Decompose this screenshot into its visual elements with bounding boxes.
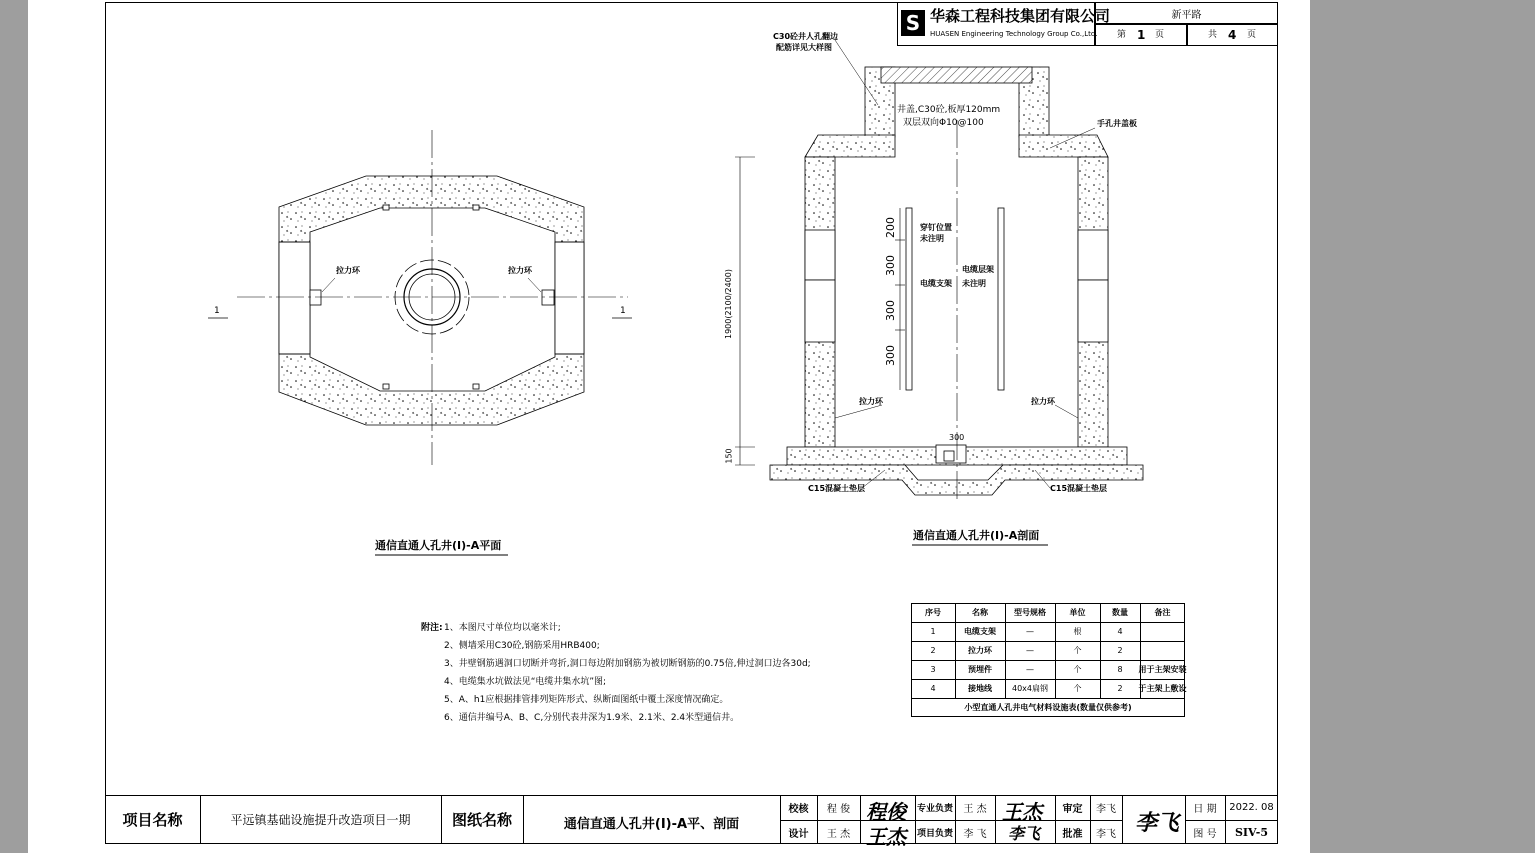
date-value: 2022. 08: [1229, 802, 1274, 813]
project-name: 平远镇基础设施提升改造项目一期: [230, 813, 411, 827]
cover-note-2: 双层双向Φ10@100: [903, 118, 984, 128]
drawing-label: 图纸名称: [451, 811, 512, 829]
drawing-name: 通信直通人孔井(Ⅰ)-A平、剖面: [563, 817, 740, 832]
total-unit: 页: [1247, 30, 1257, 40]
plan-wall-opening-left: [279, 242, 310, 354]
section-ring-right: 拉力环: [1031, 397, 1055, 406]
nail-note-2: 未注明: [920, 234, 944, 243]
plan-ring-label-right: 拉力环: [508, 266, 532, 275]
plan-view: [208, 130, 632, 555]
pad-label-right: C15混凝土垫层: [1050, 484, 1108, 493]
plan-wall-opening-right: [555, 242, 584, 354]
table-cell: 1: [930, 627, 936, 636]
page-unit: 页: [1155, 30, 1165, 40]
bracket-left: [906, 208, 912, 390]
table-cell: 8: [1117, 665, 1123, 674]
note-line: 6、通信井编号A、B、C,分别代表井深为1.9米、2.1米、2.4米型通信井。: [444, 713, 740, 723]
note-line: 5、A、h1应根据排管排列矩阵形式、纵断面图纸中覆土深度情况确定。: [444, 695, 729, 705]
manhole-note-2: 配筋详见大样图: [776, 43, 832, 52]
project-lead-name: 李 飞: [963, 828, 987, 840]
total-prefix: 共: [1208, 30, 1218, 40]
plan-ring-label-left: 拉力环: [336, 266, 360, 275]
table-cell: 40x4扁钢: [1011, 684, 1048, 693]
bracket-right: [998, 208, 1004, 390]
hand-cover-label: 手孔井盖板: [1097, 119, 1137, 128]
plan-ring-left: [310, 290, 321, 305]
table-header-cell: 数量: [1112, 608, 1128, 617]
section-view: [735, 40, 1143, 545]
nail-note-1: 穿钉位置: [920, 223, 952, 232]
cable-layer-2: 未注明: [962, 279, 986, 288]
note-line: 1、本图尺寸单位均以毫米计;: [444, 623, 561, 633]
plan-section-mark-right: 1: [620, 306, 626, 316]
dim-v-1: 200: [884, 217, 897, 238]
table-header-cell: 型号规格: [1014, 608, 1046, 617]
section-cover: [881, 67, 1032, 83]
dim-height: 1900(2100/2400): [724, 268, 734, 340]
plan-outer-wall: [279, 176, 584, 425]
table-cell: 于主架上敷设: [1138, 684, 1187, 693]
dim-sump: 300: [949, 433, 965, 442]
specialty-signature: 王杰: [1002, 800, 1042, 824]
table-cell: 2: [1117, 646, 1123, 655]
table-cell: 个: [1073, 646, 1082, 655]
dim-v-2: 300: [884, 255, 897, 276]
project-lead-signature: 李飞: [1008, 824, 1041, 843]
table-cell: 电缆支架: [964, 627, 996, 636]
section-ring-left: 拉力环: [859, 397, 883, 406]
table-cell: [1140, 641, 1185, 660]
table-cell: 根: [1073, 627, 1082, 636]
project-label: 项目名称: [122, 811, 183, 829]
table-cell: 3: [930, 665, 936, 674]
section-slab-left: [805, 135, 895, 157]
checker-label: 校核: [788, 804, 809, 815]
cable-bracket-label: 电缆支架: [920, 279, 952, 288]
section-slab-right: [1019, 135, 1108, 157]
note-line: 2、侧墙采用C30砼,钢筋采用HRB400;: [444, 641, 600, 651]
note-line: 4、电缆集水坑做法见“电缆井集水坑”图;: [444, 677, 607, 687]
table-header-cell: 名称: [972, 608, 988, 617]
dim-v-4: 300: [884, 345, 897, 366]
table-header-cell: 备注: [1154, 608, 1171, 617]
date-label: 日 期: [1193, 804, 1217, 815]
table-caption: 小型直通人孔井电气材料设施表(数量仅供参考): [964, 703, 1132, 712]
plan-ring-right: [542, 290, 554, 305]
cover-note-1: 井盖,C30砼,板厚120mm: [897, 105, 1001, 115]
specialty-name: 王 杰: [963, 804, 987, 815]
page-number: 1: [1137, 28, 1146, 42]
section-title: 通信直通人孔井(Ⅰ)-A剖面: [913, 529, 1040, 542]
dim-base: 150: [724, 448, 734, 464]
specialty-label: 专业负责: [916, 804, 953, 814]
table-cell: —: [1026, 646, 1034, 655]
drawing-no-label: 图 号: [1193, 828, 1217, 840]
table-cell: 2: [930, 646, 936, 655]
table-cell: 4: [930, 684, 936, 693]
company-name: 华森工程科技集团有限公司: [930, 7, 1111, 25]
pad-label-left: C15混凝土垫层: [808, 484, 866, 493]
table-header-cell: 单位: [1069, 608, 1086, 617]
project-lead-label: 项目负责: [916, 828, 953, 839]
drawing-no: SIV-5: [1234, 825, 1269, 839]
table-cell: 2: [1117, 684, 1123, 693]
page-prefix: 第: [1117, 30, 1127, 40]
table-cell: 接地线: [968, 684, 992, 693]
dim-v-3: 300: [884, 300, 897, 321]
plan-title: 通信直通人孔井(Ⅰ)-A平面: [375, 539, 502, 552]
designer-signature: 王杰: [866, 825, 906, 849]
review-label: 审定: [1062, 804, 1083, 815]
approve-label: 批准: [1062, 828, 1083, 840]
S-logo-icon: S: [901, 10, 925, 36]
company-name-en: HUASEN Engineering Technology Group Co.,Ltd.: [930, 30, 1098, 38]
notes-prefix: 附注:: [421, 623, 443, 633]
road-name: 新平路: [1171, 9, 1202, 21]
approver-name: 李飞: [1096, 828, 1116, 840]
table-cell: 拉力环: [968, 646, 992, 655]
reviewer-name: 李飞: [1096, 804, 1116, 815]
manhole-note-1: C30砼井人孔翻边: [773, 32, 839, 41]
table-cell: —: [1026, 665, 1034, 674]
table-cell: 4: [1117, 627, 1123, 636]
checker-name: 程 俊: [826, 804, 851, 815]
total-pages: 4: [1228, 28, 1237, 42]
table-cell: 用于主架安装: [1138, 665, 1187, 674]
checker-signature: 程俊: [866, 800, 906, 824]
approver-signature: 李飞: [1135, 810, 1180, 836]
note-line: 3、井壁钢筋遇洞口切断并弯折,洞口每边附加钢筋为被切断钢筋的0.75倍,伸过洞口边各30d;: [444, 659, 811, 669]
table-cell: [1140, 622, 1185, 641]
designer-name: 王 杰: [826, 828, 851, 840]
designer-label: 设计: [788, 828, 809, 840]
table-cell: 个: [1073, 684, 1082, 693]
plan-section-mark-left: 1: [214, 306, 220, 316]
cable-layer-1: 电缆层架: [962, 265, 994, 274]
table-cell: 个: [1073, 665, 1082, 674]
table-header-cell: 序号: [925, 608, 941, 617]
table-cell: 预埋件: [968, 665, 992, 674]
table-cell: —: [1026, 627, 1034, 636]
